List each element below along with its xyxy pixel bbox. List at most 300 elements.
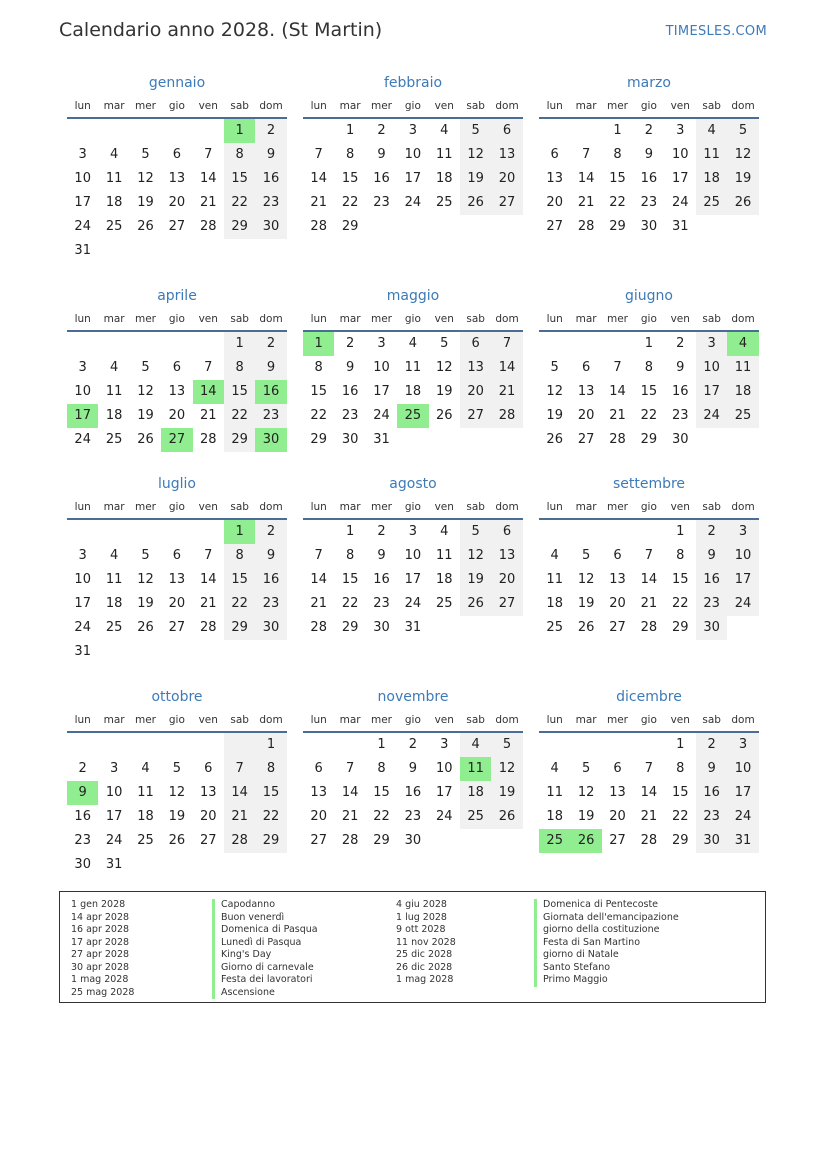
day-cell: 19: [137, 195, 154, 210]
empty-day-cell: [491, 616, 522, 640]
empty-day-cell: [460, 616, 491, 640]
day-cell: 30: [404, 833, 422, 848]
day-cell: 25: [435, 596, 453, 611]
weekday-label: gio: [168, 313, 185, 325]
day-cell: 22: [224, 592, 255, 616]
day-cell: 14: [224, 781, 255, 805]
weekday-label: mer: [606, 501, 628, 513]
holiday-date: 25 mag 2028: [71, 986, 135, 998]
weekday-label: mer: [370, 501, 392, 513]
month-title: gennaio: [148, 75, 206, 91]
day-cell: 17: [696, 380, 727, 404]
day-cell: 7: [613, 360, 622, 375]
day-cell: 27: [161, 428, 192, 452]
day-grid: [539, 119, 759, 239]
day-cell: 12: [727, 143, 758, 167]
weekday-header: [67, 97, 287, 119]
day-cell: 24: [671, 195, 689, 210]
day-cell: 9: [345, 360, 355, 375]
weekday-header: [539, 97, 759, 119]
day-cell: 12: [546, 384, 563, 399]
day-cell: 28: [609, 432, 626, 447]
empty-day-cell: [633, 733, 664, 757]
weekday-label: ven: [434, 714, 454, 726]
empty-day-cell: [130, 239, 161, 263]
day-cell: 26: [570, 829, 601, 853]
weekday-label: mar: [103, 313, 125, 325]
day-cell: 16: [255, 380, 286, 404]
empty-day-cell: [696, 215, 727, 239]
day-grid: [67, 520, 287, 664]
holiday-date: 30 apr 2028: [71, 961, 130, 973]
day-cell: 14: [640, 572, 658, 587]
day-grid: [303, 733, 523, 853]
day-cell: 16: [696, 781, 727, 805]
empty-day-cell: [224, 239, 255, 263]
day-cell: 7: [204, 147, 213, 162]
day-cell: 8: [644, 360, 653, 375]
empty-day-cell: [491, 215, 522, 239]
holiday-date: 1 mag 2028: [71, 974, 129, 985]
day-cell: 24: [727, 805, 758, 829]
day-cell: 28: [640, 833, 658, 848]
day-cell: 3: [408, 524, 417, 539]
day-cell: 15: [671, 785, 689, 800]
day-cell: 27: [546, 219, 563, 234]
day-cell: 23: [671, 408, 689, 423]
day-cell: 23: [640, 195, 658, 210]
holiday-dates-left: [71, 899, 134, 999]
day-cell: 21: [199, 408, 217, 423]
empty-day-cell: [67, 119, 98, 143]
day-cell: 10: [74, 171, 91, 186]
day-cell: 1: [224, 119, 255, 143]
day-cell: 1: [644, 336, 653, 351]
weekday-label: sab: [702, 501, 721, 513]
day-cell: 3: [78, 147, 87, 162]
holiday-date: 4 giu 2028: [396, 899, 447, 910]
day-cell: 19: [435, 384, 453, 399]
weekday-header: [303, 711, 523, 733]
weekday-label: mar: [575, 313, 597, 325]
day-cell: 14: [199, 572, 217, 587]
day-cell: 25: [137, 833, 154, 848]
empty-day-cell: [429, 616, 460, 640]
empty-day-cell: [98, 640, 129, 664]
day-cell: 21: [310, 596, 327, 611]
day-cell: 24: [74, 620, 91, 635]
holiday-date: 1 mag 2028: [396, 974, 454, 985]
day-cell: 24: [404, 596, 422, 611]
weekday-label: mer: [370, 714, 392, 726]
day-cell: 1: [676, 737, 685, 752]
month-luglio: [67, 474, 287, 664]
day-cell: 18: [727, 380, 758, 404]
day-cell: 31: [74, 644, 91, 659]
weekday-label: mar: [103, 100, 125, 112]
day-cell: 31: [404, 620, 422, 635]
day-cell: 5: [141, 360, 150, 375]
day-cell: 2: [255, 520, 286, 544]
holiday-date: 26 dic 2028: [396, 961, 453, 973]
empty-day-cell: [98, 520, 129, 544]
weekday-label: dom: [731, 100, 755, 112]
day-cell: 18: [696, 167, 727, 191]
day-cell: 23: [255, 191, 286, 215]
day-cell: 24: [435, 809, 453, 824]
empty-day-cell: [255, 239, 286, 263]
day-cell: 11: [696, 143, 727, 167]
day-cell: 19: [577, 809, 595, 824]
day-cell: 28: [199, 432, 217, 447]
day-cell: 4: [460, 733, 491, 757]
day-cell: 19: [577, 596, 595, 611]
weekday-header: [67, 711, 287, 733]
day-cell: 30: [696, 829, 727, 853]
empty-day-cell: [602, 733, 633, 757]
weekday-label: ven: [198, 501, 218, 513]
day-cell: 20: [609, 596, 626, 611]
day-grid: [303, 520, 523, 640]
weekday-label: mer: [370, 100, 392, 112]
day-cell: 20: [609, 809, 626, 824]
day-cell: 7: [581, 147, 591, 162]
empty-day-cell: [570, 119, 601, 143]
weekday-label: ven: [198, 313, 218, 325]
day-cell: 9: [676, 360, 685, 375]
day-cell: 4: [109, 548, 119, 563]
day-cell: 18: [460, 781, 491, 805]
weekday-label: mar: [103, 501, 125, 513]
day-cell: 2: [345, 336, 355, 351]
day-cell: 13: [491, 143, 522, 167]
empty-day-cell: [193, 239, 224, 263]
day-grid: [539, 332, 759, 452]
day-cell: 4: [727, 332, 758, 356]
month-title: novembre: [377, 689, 449, 705]
day-cell: 22: [310, 408, 327, 423]
day-cell: 18: [105, 195, 123, 210]
day-cell: 16: [74, 809, 91, 824]
empty-day-cell: [334, 733, 365, 757]
weekday-label: sab: [466, 313, 485, 325]
holiday-name: Festa dei lavoratori: [212, 974, 318, 987]
day-cell: 18: [105, 596, 123, 611]
day-cell: 5: [172, 761, 181, 776]
day-cell: 29: [640, 432, 658, 447]
empty-day-cell: [193, 332, 224, 356]
weekday-label: gio: [404, 714, 421, 726]
empty-day-cell: [727, 616, 758, 640]
day-cell: 24: [373, 408, 390, 423]
weekday-label: sab: [702, 714, 721, 726]
month-novembre: [303, 687, 523, 853]
empty-day-cell: [98, 733, 129, 757]
empty-day-cell: [130, 332, 161, 356]
day-cell: 22: [224, 191, 255, 215]
holiday-date: 1 lug 2028: [396, 911, 447, 923]
weekday-label: lun: [310, 501, 327, 513]
day-cell: 31: [74, 243, 91, 258]
day-cell: 8: [676, 548, 685, 563]
day-cell: 27: [491, 592, 522, 616]
month-agosto: [303, 474, 523, 640]
holiday-date: 16 apr 2028: [71, 924, 130, 935]
day-cell: 17: [404, 171, 422, 186]
day-cell: 15: [373, 785, 390, 800]
day-cell: 8: [676, 761, 685, 776]
weekday-label: mer: [134, 501, 156, 513]
day-cell: 12: [460, 544, 491, 568]
weekday-label: lun: [310, 100, 327, 112]
day-cell: 8: [613, 147, 622, 162]
day-cell: 18: [546, 596, 563, 611]
day-cell: 4: [550, 548, 559, 563]
day-cell: 9: [696, 757, 727, 781]
day-cell: 5: [581, 548, 591, 563]
day-cell: 26: [727, 191, 758, 215]
weekday-label: sab: [230, 100, 249, 112]
day-cell: 12: [460, 143, 491, 167]
day-cell: 5: [460, 520, 491, 544]
empty-day-cell: [161, 332, 192, 356]
day-cell: 9: [255, 143, 286, 167]
day-cell: 25: [105, 620, 123, 635]
day-cell: 6: [491, 520, 522, 544]
day-cell: 2: [676, 336, 685, 351]
day-cell: 6: [613, 761, 622, 776]
day-cell: 27: [460, 404, 491, 428]
day-cell: 11: [435, 147, 453, 162]
weekday-label: sab: [230, 714, 249, 726]
day-cell: 15: [224, 167, 255, 191]
day-cell: 18: [435, 171, 453, 186]
weekday-label: ven: [434, 313, 454, 325]
weekday-label: mer: [370, 313, 392, 325]
day-cell: 11: [546, 572, 563, 587]
day-cell: 9: [377, 147, 386, 162]
day-cell: 14: [341, 785, 359, 800]
day-cell: 5: [141, 147, 150, 162]
day-cell: 13: [546, 171, 563, 186]
day-cell: 9: [644, 147, 653, 162]
day-cell: 29: [609, 219, 626, 234]
day-cell: 20: [546, 195, 563, 210]
empty-day-cell: [161, 239, 192, 263]
empty-day-cell: [570, 733, 601, 757]
weekday-label: mar: [339, 100, 361, 112]
day-cell: 6: [204, 761, 213, 776]
weekday-header: [67, 498, 287, 520]
day-cell: 12: [168, 785, 186, 800]
day-cell: 9: [67, 781, 98, 805]
day-cell: 3: [109, 761, 119, 776]
day-cell: 24: [404, 195, 422, 210]
day-cell: 3: [727, 520, 758, 544]
day-cell: 12: [577, 785, 595, 800]
day-cell: 28: [199, 620, 217, 635]
month-maggio: [303, 286, 523, 452]
day-cell: 13: [310, 785, 327, 800]
day-cell: 23: [373, 596, 390, 611]
day-cell: 19: [546, 408, 563, 423]
weekday-label: mar: [575, 501, 597, 513]
day-cell: 4: [440, 524, 449, 539]
day-cell: 14: [310, 171, 327, 186]
day-cell: 18: [435, 572, 453, 587]
day-cell: 1: [255, 733, 286, 757]
day-cell: 19: [460, 568, 491, 592]
day-cell: 15: [341, 572, 359, 587]
day-cell: 26: [491, 805, 522, 829]
day-cell: 28: [640, 620, 658, 635]
day-cell: 1: [303, 332, 334, 356]
day-cell: 20: [168, 596, 186, 611]
day-cell: 29: [671, 620, 689, 635]
day-cell: 3: [440, 737, 449, 752]
day-cell: 9: [696, 544, 727, 568]
weekday-header: [303, 498, 523, 520]
day-grid: [303, 332, 523, 452]
empty-day-cell: [224, 640, 255, 664]
weekday-label: lun: [74, 714, 91, 726]
weekday-label: dom: [731, 313, 755, 325]
empty-day-cell: [727, 428, 758, 452]
weekday-label: gio: [640, 100, 657, 112]
day-cell: 30: [74, 857, 91, 872]
empty-day-cell: [397, 215, 428, 239]
day-cell: 26: [460, 191, 491, 215]
weekday-label: dom: [731, 714, 755, 726]
day-cell: 22: [609, 195, 626, 210]
weekday-label: gio: [404, 100, 421, 112]
weekday-label: sab: [230, 313, 249, 325]
weekday-label: dom: [259, 100, 283, 112]
day-cell: 23: [404, 809, 422, 824]
day-cell: 14: [199, 171, 217, 186]
day-cell: 29: [373, 833, 390, 848]
day-cell: 27: [168, 219, 186, 234]
day-cell: 17: [105, 809, 123, 824]
weekday-label: mer: [606, 714, 628, 726]
empty-day-cell: [727, 215, 758, 239]
day-cell: 19: [491, 781, 522, 805]
empty-day-cell: [460, 428, 491, 452]
day-cell: 2: [377, 524, 386, 539]
day-cell: 26: [577, 620, 595, 635]
weekday-label: lun: [310, 714, 327, 726]
weekday-label: lun: [546, 714, 563, 726]
day-cell: 14: [609, 384, 626, 399]
day-cell: 17: [74, 195, 91, 210]
empty-day-cell: [570, 520, 601, 544]
day-cell: 28: [310, 219, 327, 234]
weekday-label: sab: [230, 501, 249, 513]
day-cell: 16: [696, 568, 727, 592]
day-cell: 15: [255, 781, 286, 805]
holiday-date: 9 ott 2028: [396, 924, 446, 935]
day-cell: 21: [609, 408, 626, 423]
day-cell: 12: [137, 572, 154, 587]
day-cell: 4: [141, 761, 150, 776]
weekday-label: dom: [259, 501, 283, 513]
day-cell: 29: [310, 432, 327, 447]
day-cell: 20: [310, 809, 327, 824]
day-cell: 15: [341, 171, 359, 186]
weekday-label: lun: [546, 501, 563, 513]
day-cell: 10: [404, 548, 422, 563]
day-cell: 26: [137, 219, 154, 234]
day-cell: 8: [345, 548, 355, 563]
day-cell: 30: [696, 616, 727, 640]
day-cell: 7: [644, 761, 653, 776]
weekday-label: ven: [670, 714, 690, 726]
day-cell: 15: [640, 384, 658, 399]
weekday-label: ven: [198, 714, 218, 726]
day-cell: 7: [224, 757, 255, 781]
weekday-label: mar: [103, 714, 125, 726]
day-cell: 8: [345, 147, 355, 162]
month-title: febbraio: [383, 75, 443, 91]
day-cell: 30: [255, 616, 286, 640]
weekday-label: dom: [259, 714, 283, 726]
empty-day-cell: [193, 119, 224, 143]
day-cell: 15: [224, 568, 255, 592]
empty-day-cell: [193, 520, 224, 544]
empty-day-cell: [67, 733, 98, 757]
brand-link[interactable]: TIMESLES.COM: [665, 24, 767, 39]
weekday-label: lun: [310, 313, 327, 325]
month-title: maggio: [386, 288, 440, 304]
holiday-date: 25 dic 2028: [396, 949, 453, 960]
day-cell: 7: [204, 548, 213, 563]
holiday-date: 11 nov 2028: [396, 936, 456, 948]
day-cell: 30: [255, 215, 286, 239]
empty-day-cell: [255, 853, 286, 877]
day-cell: 1: [224, 520, 255, 544]
day-cell: 25: [105, 432, 123, 447]
empty-day-cell: [67, 332, 98, 356]
day-cell: 23: [255, 592, 286, 616]
holiday-name: Capodanno: [212, 899, 318, 912]
weekday-label: gio: [640, 501, 657, 513]
day-cell: 29: [224, 215, 255, 239]
weekday-label: mar: [339, 313, 361, 325]
holiday-name: Primo Maggio: [534, 974, 679, 987]
empty-day-cell: [161, 640, 192, 664]
day-grid: [303, 119, 523, 239]
weekday-label: gio: [404, 313, 421, 325]
weekday-label: lun: [546, 100, 563, 112]
day-cell: 28: [224, 829, 255, 853]
weekday-label: dom: [495, 313, 519, 325]
day-cell: 10: [435, 761, 453, 776]
month-title: luglio: [158, 476, 196, 492]
day-cell: 15: [310, 384, 327, 399]
weekday-label: dom: [495, 501, 519, 513]
day-cell: 25: [727, 404, 758, 428]
day-cell: 17: [727, 781, 758, 805]
day-cell: 24: [727, 592, 758, 616]
weekday-label: mer: [606, 313, 628, 325]
day-cell: 29: [341, 219, 359, 234]
day-cell: 23: [341, 408, 359, 423]
day-cell: 13: [168, 171, 186, 186]
day-cell: 4: [440, 123, 449, 138]
holiday-name: Buon venerdì: [212, 912, 318, 925]
month-title: ottobre: [151, 689, 203, 705]
empty-day-cell: [161, 853, 192, 877]
